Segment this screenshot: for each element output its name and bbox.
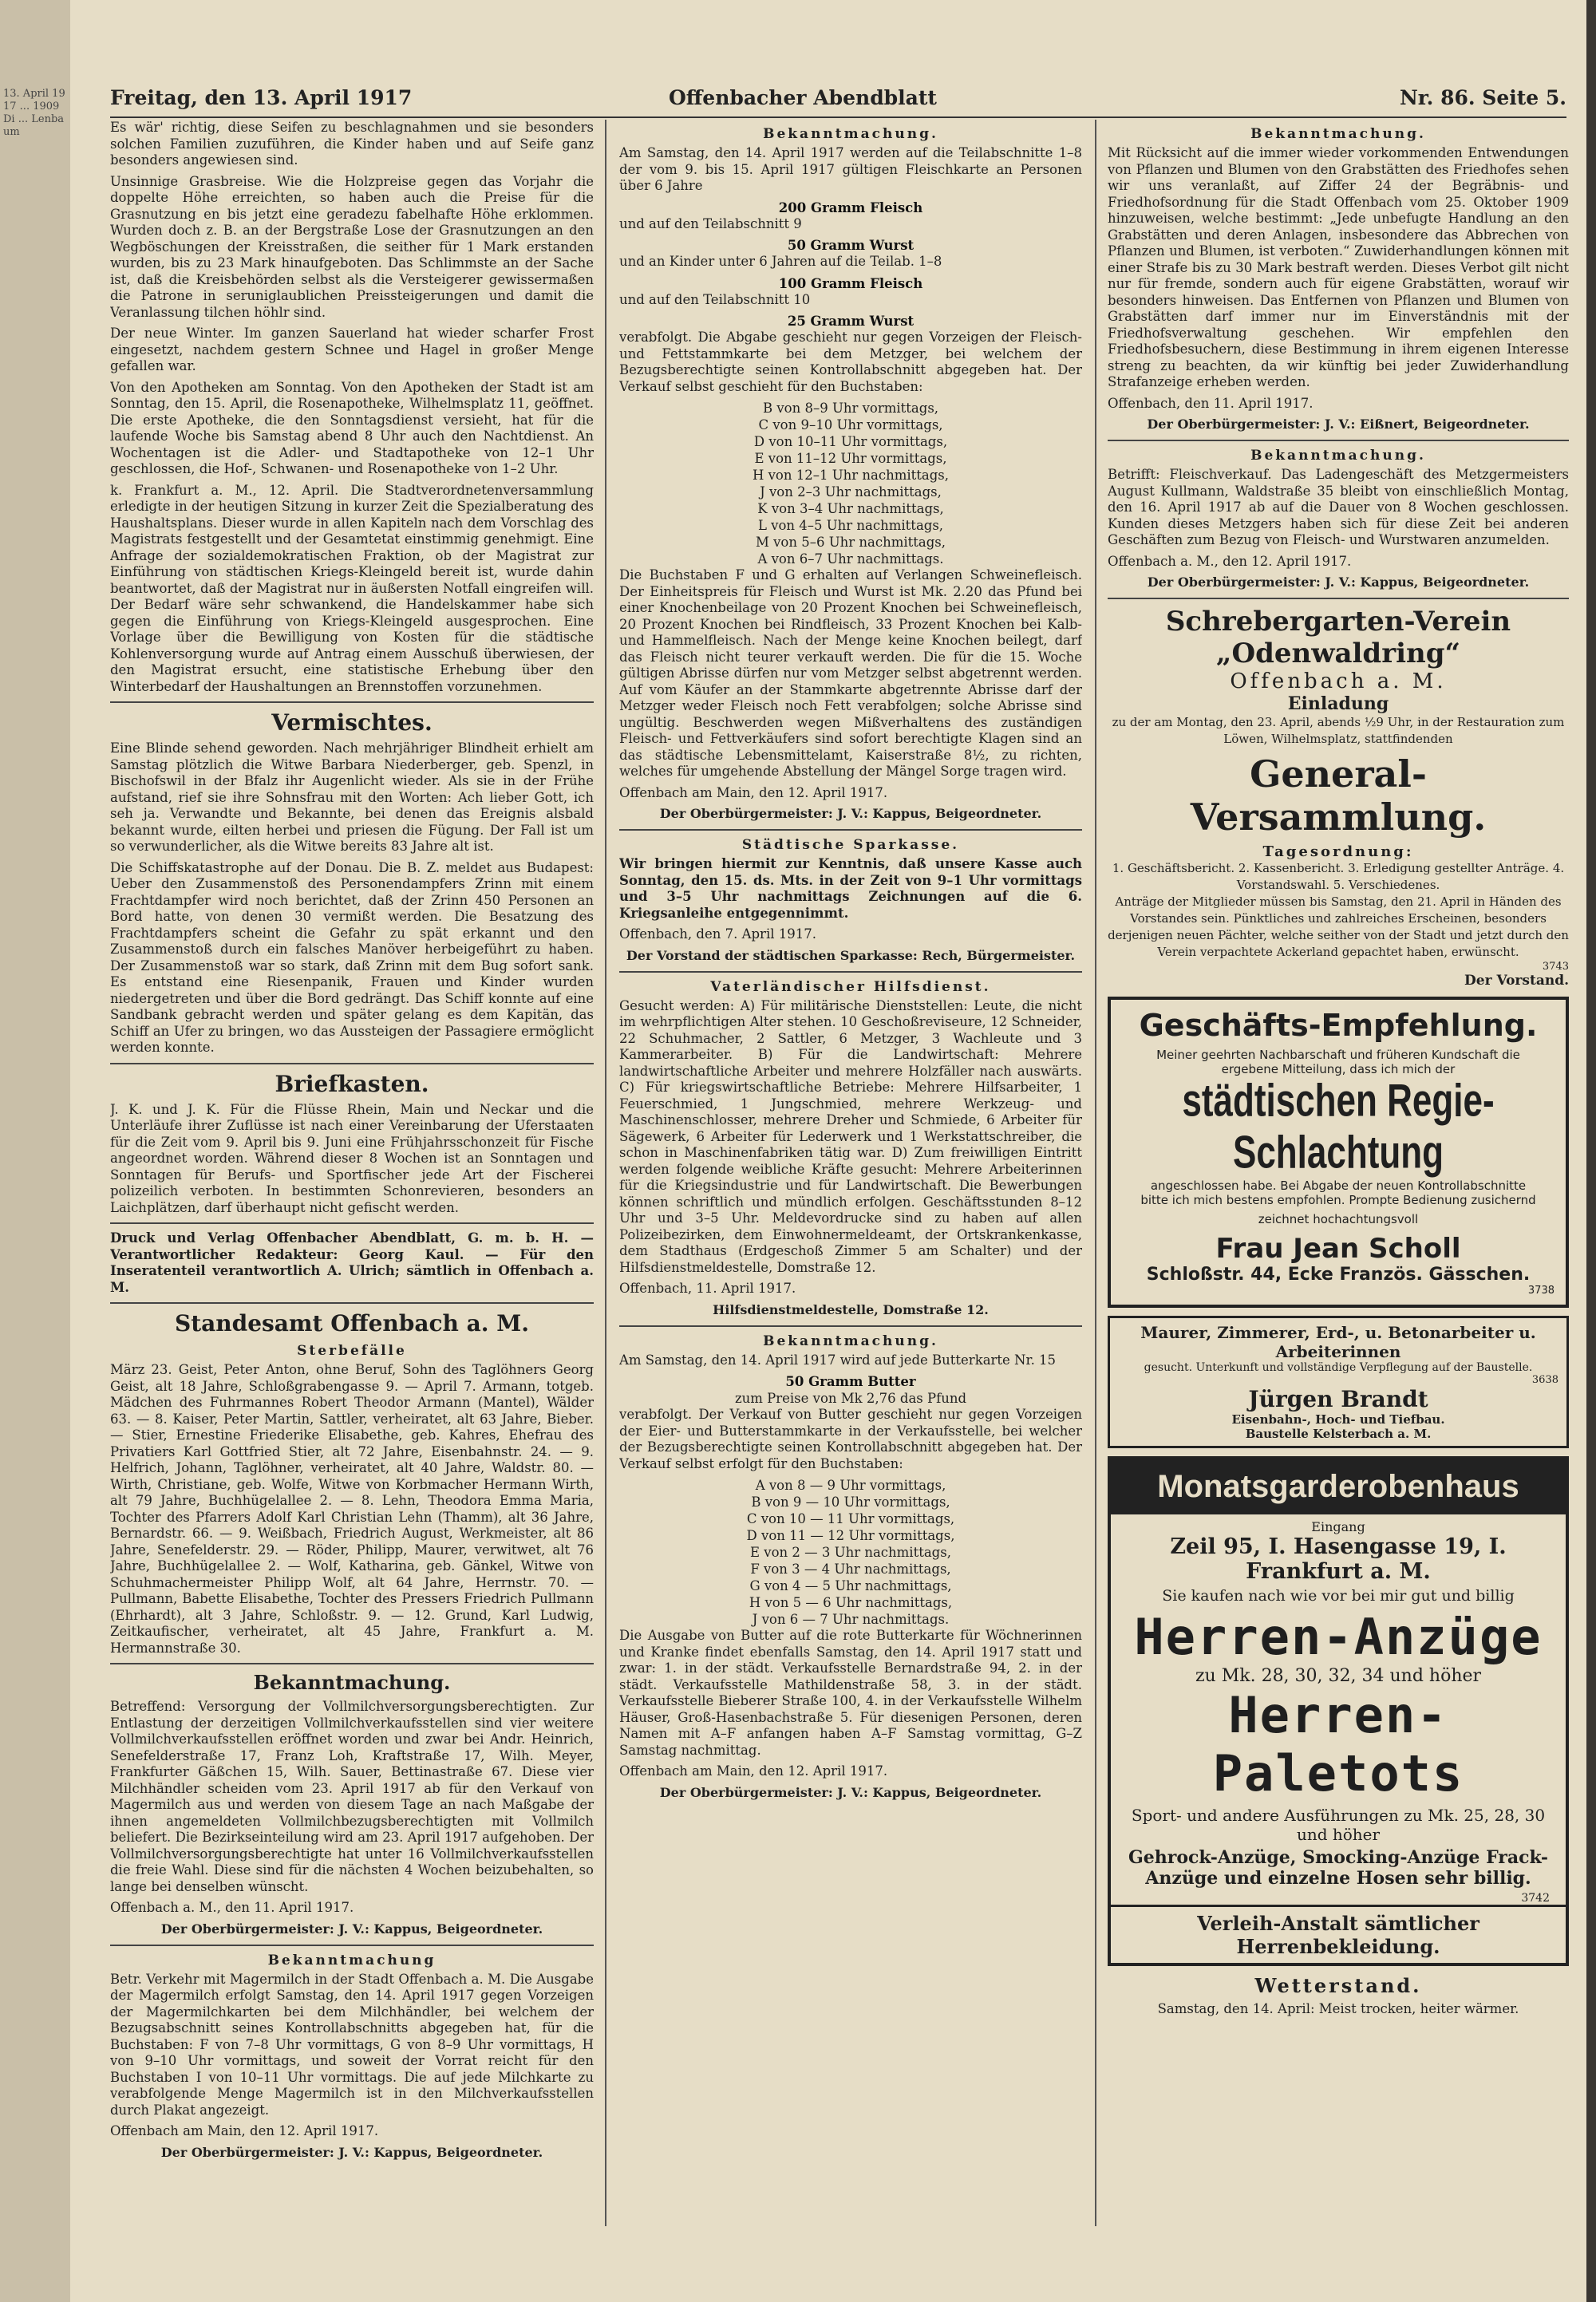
schedule-row: D von 11 — 12 Uhr vormittags, [746, 1528, 955, 1543]
butter-amount: 50 Gramm Butter [785, 1374, 916, 1389]
club-invitation: Einladung [1287, 693, 1389, 714]
schedule-row: A von 8 — 9 Uhr vormittags, [755, 1478, 946, 1493]
schedule-row: A von 6–7 Uhr nachmittags. [757, 551, 944, 567]
notice-meat-text: und auf den Teilabschnitt 10 [619, 291, 811, 307]
masthead-page-number: Nr. 86. Seite 5. [1399, 86, 1566, 109]
notice-butter-sick: Die Ausgabe von Butter auf die rote Butterkarte für Wöchnerinnen und Kranke findet ebenfalls Samstag, den 14. April 1917 statt und zwar: 1. in der städt. Verkaufsstelle Bernardstraße 94, 2. in der städt. Verkaufsstelle Mathildenstraße 58, 3. in der städt. Verkaufsstelle Bieberer Straße 100, 4. in der Verkaufsstelle Wilhelm Häuser, Groß-Hasenbachstraße 5. Für diesenigen Personen, deren Namen mit A–F anfangen haben A–F Samstag vormittag, G–Z Samstag nachmittag. [619, 1628, 1082, 1758]
section-heading-standesamt: Standesamt Offenbach a. M. [174, 1310, 530, 1337]
ad-footer: Verleih-Anstalt sämtlicher Herrenbekleidung. [1111, 1905, 1566, 1963]
ad-number: 3738 [1527, 1285, 1555, 1297]
column-1 [110, 120, 594, 2242]
weather-forecast: Samstag, den 14. April: Meist trocken, heiter wärmer. [1157, 2001, 1519, 2016]
ad-text: zeichnet hochachtungsvoll [1258, 1212, 1419, 1226]
notice-signature: Der Vorstand der städtischen Sparkasse: Rech, Bürgermeister. [626, 947, 1076, 963]
ad-coats: Herren-Paletots [1212, 1686, 1464, 1803]
notice-signature: Der Oberbürgermeister: J. V.: Kappus, Beigeordneter. [659, 1784, 1042, 1800]
article-new-winter: Der neue Winter. Im ganzen Sauerland hat wieder scharfer Frost eingesetzt, nachdem gestern Schnee und Hagel in großer Menge gefallen war. [110, 326, 594, 373]
schedule-row: L von 4–5 Uhr nachmittags, [757, 518, 944, 533]
notice-meat-prices: Die Buchstaben F und G erhalten auf Verlangen Schweinefleisch. Der Einheitspreis für Fleisch und Wurst ist Mk. 2.20 das Pfund bei einer Knochenbeilage von 20 Prozent Knochen bei Schweinefleisch, 20 Prozent Knochen bei Rindfleisch, 33 Prozent Knochen bei Kalb- und Hammelfleisch. Nach der Menge keine Knochen beilegt, darf das Fleisch nicht teurer verkauft werden. Die für die 15. Woche gültigen Abrisse dürfen nur vom Metzger selbst abgetrennt werden. Auf vom Käufer an der Stammkarte abgetrennte Abrisse darf der Metzger weder Fleisch noch Fett verabfolgen; solche Abrisse sind ungültig. Beschwerden wegen Mißverhaltens des zuständigen Fleisch- und Fettverkäufers sind sofort berechtigte Klagen sind an das städtische Lebensmittelamt, Kaiserstraße 8½, zu richten, welches für umgehende Abstellung der Mängel Sorge tragen wird. [619, 567, 1082, 779]
notice-auxiliary-service: Gesucht werden: A) Für militärische Dienststellen: Leute, die nicht im wehrpflichtigen Alter stehen. 10 Geschoßreviseure, 12 Schneider, 22 Schuhmacher, 2 Sattler, 6 Metzger, 3 Wachleute und 3 Kammerarbeiter. B) Für die Landwirtschaft: Mehrere landwirtschaftliche Arbeiter und mehrere Holzfäller nach auswärts. C) Für kriegswirtschaftliche Betriebe: Mehrere Hilfsarbeiter, 1 Feuerschmied, 1 Jungschmied, mehrere Werkzeug- und Maschinenschlosser, mehrere Dreher und Schmiede, 6 Arbeiter für Sägewerk, 6 Arbeiter für Lederwerk und 1 Werkstattschreiber, die schon in Maschinenfabriken tätig war. D) Zum freiwilligen Eintritt werden folgende weibliche Kräfte gesucht: Mehrere Arbeiterinnen für die Kriegsindustrie und für Landwirtschaft. Die Bewerbungen können schriftlich und mündlich erfolgen. Geschäftsstunden 8–12 Uhr und 3–5 Uhr. Meldevordrucke sind zu haben auf allen Polizeibezirken, dem Einwohnermeldeamt, der Ortskrankenkasse, dem Stadthaus (Erdgeschoß Zimmer 5 am Schalter) und der Hilfsdienstmeldestelle, Domstraße 12. [619, 997, 1082, 1275]
column-2 [619, 120, 1082, 2242]
divider [110, 1945, 594, 1946]
notice-butter-rules: verabfolgt. Der Verkauf von Butter geschieht nur gegen Vorzeigen der Eier- und Butterstammkarte in der Verkaufsstelle, bei welcher der Bezugsberechtigte seinen Kontrollabschnitt abgegeben hat. Der Verkauf selbst erfolgt für den Buchstaben: [619, 1407, 1082, 1471]
ad-text: gesucht. Unterkunft und vollständige Verpflegung auf der Baustelle. [1144, 1361, 1533, 1374]
ad-address: Zeil 95, I. Hasengasse 19, I. Frankfurt a. M. [1170, 1534, 1507, 1584]
newspaper-page [70, 0, 1586, 2302]
notice-meat-text: und an Kinder unter 6 Jahren auf die Teilab. 1–8 [619, 254, 942, 269]
notice-heading-auxiliary-service: Vaterländischer Hilfsdienst. [710, 978, 991, 995]
notice-meat-rules: verabfolgt. Die Abgabe geschieht nur gegen Vorzeigen der Fleisch- und Fettstammkarte bei dem Metzger, bei welchem der Bezugsberechtigte seinen Kontrollabschnitt abgegeben hat. Der Verkauf selbst geschieht für den Buchstaben: [619, 330, 1082, 394]
notice-signature: Der Oberbürgermeister: J. V.: Eißnert, Beigeordneter. [1147, 417, 1530, 432]
notice-savings-bank-date: Offenbach, den 7. April 1917. [619, 926, 816, 942]
ad-headline: Geschäfts-Empfehlung. [1139, 1008, 1538, 1043]
imprint: Druck und Verlag Offenbacher Abendblatt, G. m. b. H. — Verantwortlicher Redakteur: Georg Kaul. — Für den Inseratenteil verantwortlich A. Ulrich; sämtlich in Offenbach a. M. [110, 1230, 594, 1295]
notice-heading-butcher: Bekanntmachung. [1250, 448, 1426, 464]
divider [619, 971, 1082, 973]
ad-name: Jürgen Brandt [1248, 1386, 1428, 1412]
ad-number: 3638 [1531, 1374, 1558, 1386]
notice-butter-intro: Am Samstag, den 14. April 1917 wird auf jede Butterkarte Nr. 15 [619, 1352, 1057, 1368]
schedule-row: B von 9 — 10 Uhr vormittags, [751, 1495, 950, 1510]
meat-amount-children: 100 Gramm Fleisch [778, 275, 923, 291]
club-meeting-info: zu der am Montag, den 23. April, abends ½9 Uhr, in der Restauration zum Löwen, Wilhelmsplatz, stattfindenden [1112, 715, 1565, 746]
schedule-row: K von 3–4 Uhr nachmittags, [757, 501, 944, 516]
divider [110, 1222, 594, 1224]
schedule-row: C von 9–10 Uhr vormittags, [758, 417, 943, 432]
section-heading-briefkasten: Briefkasten. [275, 1070, 429, 1097]
club-signature: Der Vorstand. [1464, 973, 1569, 989]
notice-milk-supply: Betreffend: Versorgung der Vollmilchversorgungsberechtigten. Zur Entlastung der derzeitigen Vollmilchverkaufsstellen sind vier weitere Vollmilchverkaufsstellen eröffnet worden und zwar bei Andr. Heinrich, Senefelderstraße 17, Franz Loh, Kraftstraße 17, Wilh. Meyer, Frankfurter Gäßchen 15, Wilh. Sauer, Bettinastraße 67. Diese vier Milchhändler scheiden vom 23. April 1917 ab für den Verkauf von Magermilch aus und werden von diesem Tage an nach Maßgabe der ihnen angemeldeten Vollmilchbezugsberechtigten mit Vollmilch beliefert. Die Bezirkseinteilung wird am 23. April 1917 aufgehoben. Der Vollmilchversorgungsberechtigte hat unter 16 Vollmilchverkaufsstellen die freie Wahl. Diese sind für die nächsten 4 Wochen beizubehalten, so lange bei denselben wünscht. [110, 1699, 594, 1894]
adjacent-page-edge [0, 0, 70, 2302]
ad-subtitle: Eisenbahn-, Hoch- und Tiefbau. [1231, 1412, 1445, 1427]
divider [110, 701, 594, 703]
masthead [110, 80, 1566, 118]
notice-heading-meat: Bekanntmachung. [763, 126, 938, 142]
ad-number: 3742 [1521, 1892, 1550, 1905]
divider [619, 1325, 1082, 1327]
notice-heading-savings-bank: Städtische Sparkasse. [741, 837, 960, 853]
schedule-row: M von 5–6 Uhr nachmittags, [755, 535, 946, 550]
notice-auxiliary-date: Offenbach, 11. April 1917. [619, 1281, 796, 1296]
subheading-deaths: Sterbefälle [297, 1343, 407, 1359]
column-rule-1 [605, 120, 606, 2226]
ad-suits: Herren-Anzüge [1134, 1608, 1543, 1666]
notice-heading-cemetery: Bekanntmachung. [1250, 126, 1426, 142]
club-city: Offenbach a. M. [1230, 669, 1447, 693]
schedule-row: H von 5 — 6 Uhr nachmittags, [749, 1595, 953, 1610]
ad-garden-club [1108, 606, 1569, 989]
article-soap: Es wär' richtig, diese Seifen zu beschlagnahmen und sie besonders solchen Familien zuzuführen, die Kinder haben und auf Seife ganz besonders angewiesen sind. [110, 120, 594, 168]
schedule-row: C von 10 — 11 Uhr vormittags, [746, 1511, 955, 1526]
notice-skim-milk: Betr. Verkehr mit Magermilch in der Stadt Offenbach a. M. Die Ausgabe der Magermilch erfolgt Samstag, den 14. April 1917 gegen Vorzeigen der Magermilchkarten bei dem Milchhändler, bei welchem der Bezugsabschnitt seines Kontrollabschnitts abgegeben hat, für die Buchstaben: F von 7–8 Uhr vormittags, G von 8–9 Uhr vormittags, H von 9–10 Uhr vormittags, und soweit der Vorrat reicht für den Buchstaben I von 10–11 Uhr vormittags. Die auf jede Milchkarte zu verabfolgende Menge Magermilch ist in den Milchverkaufsstellen durch Plakat angezeigt. [110, 1971, 594, 2118]
column-rule-2 [1095, 120, 1096, 2226]
meat-schedule [619, 400, 1082, 567]
schedule-row: G von 4 — 5 Uhr nachmittags, [749, 1578, 952, 1593]
notice-signature: Der Oberbürgermeister: J. V.: Kappus, Beigeordneter. [160, 1921, 543, 1937]
divider [619, 829, 1082, 831]
notice-heading-milk: Bekanntmachung. [253, 1671, 451, 1694]
schedule-row: J von 2–3 Uhr nachmittags, [760, 484, 942, 499]
notice-signature: Der Oberbürgermeister: J. V.: Kappus, Beigeordneter. [1147, 575, 1530, 590]
ad-text: Meiner geehrten Nachbarschaft und früheren Kundschaft die ergebene Mitteilung, dass ich mich der [1156, 1048, 1520, 1076]
schedule-row: H von 12–1 Uhr nachmittags, [752, 468, 950, 483]
schedule-row: E von 2 — 3 Uhr nachmittags, [750, 1545, 951, 1560]
sausage-amount-children: 25 Gramm Wurst [787, 314, 915, 329]
meat-amount: 200 Gramm Fleisch [778, 199, 923, 215]
schedule-row: F von 3 — 4 Uhr nachmittags, [750, 1562, 951, 1577]
column-3 [1108, 120, 1569, 2242]
ad-number: 3743 [1542, 961, 1569, 973]
section-heading-vermischtes: Vermischtes. [271, 709, 433, 736]
butter-schedule [619, 1477, 1082, 1628]
notice-butcher: Betrifft: Fleischverkauf. Das Ladengeschäft des Metzgermeisters August Kullmann, Waldstraße 35 bleibt von einschließlich Montag, den 16. April 1917 ab auf die Dauer von 8 Wochen geschlossen. Kunden dieses Metzgers haben sich für diese Zeit bei anderen Geschäften zum Bezug von Fleisch- und Wurstwaren anzumelden. [1108, 467, 1569, 547]
notice-skim-milk-date: Offenbach am Main, den 12. April 1917. [110, 2123, 379, 2138]
divider [110, 1663, 594, 1664]
ad-construction-workers [1108, 1316, 1569, 1448]
schedule-row: E von 11–12 Uhr vormittags, [754, 451, 947, 466]
masthead-title: Offenbacher Abendblatt [669, 86, 937, 109]
ad-headline: Monatsgarderobenhaus [1111, 1459, 1566, 1514]
notice-cemetery-date: Offenbach, den 11. April 1917. [1108, 395, 1314, 411]
club-agenda: 1. Geschäftsbericht. 2. Kassenbericht. 3. Erledigung gestellter Anträge. 4. Vorstandswahl. 5. Verschiedenes. [1112, 861, 1565, 892]
notice-butter-date: Offenbach am Main, den 12. April 1917. [619, 1763, 888, 1779]
notice-signature: Der Oberbürgermeister: J. V.: Kappus, Beigeordneter. [160, 2144, 543, 2160]
ad-text: Sie kaufen nach wie vor bei mir gut und billig [1162, 1587, 1515, 1605]
article-pharmacies: Von den Apotheken am Sonntag. Von den Apotheken der Stadt ist am Sonntag, den 15. April, die Rosenapotheke, Wilhelmsplatz 11, geöffnet. Die erste Apotheke, die den Sonntagsdienst versieht, hat für die laufende Woche bis Samstag abend 8 Uhr auch den Nachtdienst. An Wochentagen ist die Adler- und Stadtapotheke von 12–1 Uhr geschlossen, die Hof-, Schwanen- und Rosenapotheke von 1–2 Uhr. [110, 379, 594, 476]
ad-address: Schloßstr. 44, Ecke Französ. Gässchen. [1146, 1265, 1531, 1285]
ad-entrance: Eingang [1311, 1519, 1365, 1534]
ad-clothing-store [1108, 1456, 1569, 1966]
sausage-amount: 50 Gramm Wurst [787, 238, 915, 253]
ad-name: Frau Jean Scholl [1215, 1233, 1461, 1265]
adjacent-page-text: 13. April 1917 ... 1909 Di ... Lenbaum [3, 88, 65, 138]
ad-site: Baustelle Kelsterbach a. M. [1245, 1427, 1432, 1441]
schedule-row: B von 8–9 Uhr vormittags, [762, 401, 939, 416]
ad-business-recommendation [1108, 997, 1569, 1308]
article-fishing: J. K. und J. K. Für die Flüsse Rhein, Main und Neckar und die Unterläufe ihrer Zuflüsse ist nach einer Vereinbarung der Uferstaaten für die Zeit vom 9. April bis 9. Juni eine Frühjahrsschonzeit für Fische angeordnet worden. Während dieser 8 Wochen ist an Sonntagen und Sonntagen für Berufs- und Sportfischer jede Art der Fischerei polizeilich verboten. In bestimmten Schonrevieren, besonders an Laichplätzen, darf überhaupt nicht gefischt werden. [110, 1101, 594, 1215]
notice-milk-date: Offenbach a. M., den 11. April 1917. [110, 1900, 354, 1915]
club-title: Schrebergarten-Verein „Odenwaldring“ [1165, 606, 1511, 669]
ad-regie-slaughter: städtischen Regie-Schlachtung [1182, 1076, 1495, 1179]
divider [1108, 440, 1569, 441]
divider [110, 1302, 594, 1304]
weather-heading: Wetterstand. [1254, 1974, 1422, 1997]
ad-text: angeschlossen habe. Bei Abgabe der neuen Kontrollabschnitte bitte ich mich bestens empfohlen. Prompte Bedienung zusichernd [1140, 1179, 1536, 1207]
divider [110, 1063, 594, 1064]
schedule-row: D von 10–11 Uhr vormittags, [753, 434, 948, 449]
notice-signature: Der Oberbürgermeister: J. V.: Kappus, Beigeordneter. [659, 806, 1042, 821]
ad-formal-wear: Gehrock-Anzüge, Smocking-Anzüge Frack-Anzüge und einzelne Hosen sehr billig. [1128, 1847, 1549, 1889]
ad-suit-prices: zu Mk. 28, 30, 32, 34 und höher [1195, 1666, 1482, 1686]
masthead-date: Freitag, den 13. April 1917 [110, 86, 413, 109]
notice-meat-text: und auf den Teilabschnitt 9 [619, 215, 802, 231]
notice-heading-butter: Bekanntmachung. [763, 1333, 938, 1349]
article-danube-disaster: Die Schiffskatastrophe auf der Donau. Die B. Z. meldet aus Budapest: Ueber den Zusammenstoß des Personendampfers Zrinn mit einem Frachtdampfer wird noch berichtet, daß der Zrinn 450 Personen an Bord hatte, von denen 30 vermißt werden. Die Besatzung des Frachtdampfers scheint die Gefahr zu spät erkannt und den Zusammenstoß durch ein falsches Manöver herbeigeführt zu haben. Der Zusammenstoß war so stark, daß Zrinn mit dem Bug sofort sank. Es entstand eine Riesenpanik, Frauen und Kinder wurden niedergetreten und über die Bord gedrängt. Das Schiff konnte auf eine Sandbank gebracht werden und später gelang es dem Kapitän, das Schiff an Ufer zu bringen, wo das Aussteigen der Passagiere ermöglicht werden konnte. [110, 859, 594, 1055]
schedule-row: J von 6 — 7 Uhr nachmittags. [752, 1612, 950, 1627]
ad-headline: Maurer, Zimmerer, Erd-, u. Betonarbeiter u. Arbeiterinnen [1140, 1323, 1536, 1361]
club-agenda-heading: Tagesordnung: [1262, 843, 1414, 860]
article-frankfurt-council: k. Frankfurt a. M., 12. April. Die Stadtverordnetenversammlung erledigte in der heutigen Sitzung in kurzer Zeit die Spezialberatung des Haushaltsplans. Dieser wurde in allen Kapiteln nach dem Vorschlag des Magistrats festgestellt und der Gesamtetat einstimmig genehmigt. Eine Anfrage der sozialdemokratischen Fraktion, ob der Magistrat zur Einführung von städtischen Kriegs-Kleingeld bereit ist, wurde dahin beantwortet, daß der Magistrat nur in äußersten Notfall eingreifen will. Der Bedarf wäre sehr schwankend, die Handelskammer habe sich gegen die Einführung von Kriegs-Kleingeld ausgesprochen. Eine Vorlage über die Bewilligung von Kosten für die städtische Kohlenversorgung wurde auf Antrag einem Ausschuß überwiesen, der den Magistrat ersucht, eine statistische Erhebung über den Winterbedarf der Haushaltungen an Brennstoffen vorzunehmen. [110, 482, 594, 694]
notice-savings-bank: Wir bringen hiermit zur Kenntnis, daß unsere Kasse auch Sonntag, den 15. ds. Mts. in der Zeit von 9–1 Uhr vormittags und 3–5 Uhr nachmittags Zeichnungen auf die 6. Kriegsanleihe entgegennimmt. [619, 856, 1082, 921]
notice-meat-date: Offenbach am Main, den 12. April 1917. [619, 784, 888, 800]
notice-cemetery: Mit Rücksicht auf die immer wieder vorkommenden Entwendungen von Pflanzen und Blumen von den Grabstätten des Friedhofes sehen wir uns veranlaßt, auf Ziffer 24 der Begräbnis- und Friedhofsordnung für die Stadt Offenbach vom 25. Oktober 1909 hinzuweisen, welche bestimmt: „Jede unbefugte Handlung an den Grabstätten und deren Anlagen, insbesondere das Abbrechen von Pflanzen und Blumen, ist verboten.“ Zuwiderhandlungen können mit einer Strafe bis zu 30 Mark bestraft werden. Dieses Verbot gilt nicht nur für fremde, sondern auch für eigene Grabstätten, worauf wir besonders hinweisen. Das Entfernen von Pflanzen und Blumen von Grabstätten darf immer nur im Einverständnis mit der Friedhofsverwaltung geschehen. Wir empfehlen den Friedhofsbesuchern, diese Bestimmung in ihrem eigenen Interesse streng zu beachten, da wir künftig bei jeder Zuwiderhandlung Strafanzeige erheben werden. [1108, 145, 1569, 389]
article-grass-prices: Unsinnige Grasbreise. Wie die Holzpreise gegen das Vorjahr die doppelte Höhe erreichten, so haben auch die Preise für die Grasnutzung en bis jetzt eine geradezu fabelhafte Höhe erklommen. Wurden doch z. B. an der Bergstraße Lose der Grasnutzungen an den Wegböschungen der Kreisstraßen, die seither für 1 Mark erstanden wurden, bis zu 23 Mark hinaufgeboten. Das Schlimmste an der Sache ist, daß die Kreisbehörden selbst als die Versteigerer gewissermaßen die Patrone in seruniglaublichen Preissteigerungen und damit die Veranlassung tilchen höhlr sind. [110, 173, 594, 320]
death-register: März 23. Geist, Peter Anton, ohne Beruf, Sohn des Taglöhners Georg Geist, alt 18 Jahre, Schloßgrabengasse 9. — April 7. Armann, totgeb. Mädchen des Fuhrmannes Robert Theodor Armann (Mantel), Wälder 63. — 8. Kaiser, Peter Martin, Sattler, verheiratet, alt 63 Jahre, Bieber. — Stier, Ernestine Friederike Elisabethe, geb. Kahres, Ehefrau des Privatiers Karl Gottfried Stier, alt 72 Jahre, Eisenbahnstr. 24. — 9. Helfrich, Johann, Taglöhner, verheiratet, alt 40 Jahre, Waldstr. 80. — Wirth, Christiane, geb. Wolfe, Witwe von Korbmacher Hermann Wirth, alt 79 Jahre, Buchhügelallee 2. — 8. Lehn, Theodora Emma Maria, Tochter des Pfarrers Adolf Karl Christian Lehn (Thamm), alt 36 Jahre, Bernardstr. 66. — 9. Weißbach, Friedrich August, Werkmeister, alt 86 Jahre, Senefelderstr. 29. — Röder, Philipp, Maurer, verwitwet, alt 76 Jahre, Buchhügelallee 2. — Wolf, Katharina, geb. Gänkel, Witwe von Schuhmachermeister Philipp Wolf, alt 64 Jahre, Herrnstr. 70. — Pullmann, Babette Elisabethe, Tochter des Pressers Friedrich Pullmann (Ehrhardt), alt 3 Jahre, Schloßstr. 9. — 12. Grund, Karl Ludwig, Zeitkaufischer, verheiratet, alt 45 Jahre, Frankfurt a. M. Hermannstraße 30. [110, 1362, 594, 1656]
ad-coat-prices: Sport- und andere Ausführungen zu Mk. 25, 28, 30 und höher [1131, 1806, 1546, 1844]
club-notes: Anträge der Mitglieder müssen bis Samstag, den 21. April in Händen des Vorstandes sein. Pünktliches und zahlreiches Erscheinen, besonders derjenigen neuen Pächter, welche seither von der Stadt und jetzt durch den Verein verpachtete Ackerland gepachtet haben, erwünscht. [1108, 894, 1569, 959]
notice-meat-intro: Am Samstag, den 14. April 1917 werden auf die Teilabschnitte 1–8 der vom 9. bis 15. April 1917 gültigen Fleischkarte an Personen über 6 Jahre [619, 145, 1082, 193]
notice-heading-skim-milk: Bekanntmachung [267, 1952, 437, 1968]
notice-butcher-date: Offenbach a. M., den 12. April 1917. [1108, 553, 1352, 569]
notice-signature: Hilfsdienstmeldestelle, Domstraße 12. [713, 1301, 989, 1317]
divider [1108, 598, 1569, 599]
butter-price: zum Preise von Mk 2,76 das Pfund [734, 1391, 967, 1406]
article-blind-woman: Eine Blinde sehend geworden. Nach mehrjähriger Blindheit erhielt am Samstag plötzlich die Witwe Barbara Niederberger, geb. Spenzl, in Bischofswil in der Bfalz ihr Augenlicht wieder. Als sie in der Frühe aufstand, rief sie ihre Sohnsfrau mit den Worten: Ach lieber Gott, ich seh ja. Verwandte und Bekannte, bei denen das Ereignis alsbald bekannt wurde, eilten herbei und priesen die Fügung. Der Fall ist um so verwunderlicher, als die Witwe bereits 83 Jahre alt ist. [110, 740, 594, 854]
club-general-assembly: General-Versammlung. [1190, 752, 1487, 839]
